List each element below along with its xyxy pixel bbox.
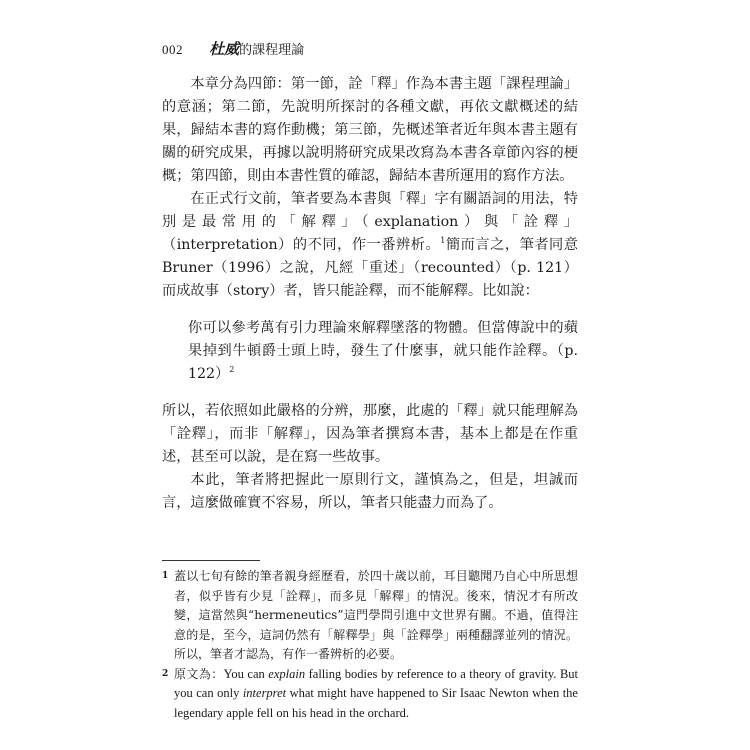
footnote-2-en-c: falling bodies by reference to a theory of gravity. But you can only xyxy=(174,666,578,700)
paragraph-1: 本章分為四節：第一節，詮「釋」作為本書主題「課程理論」的意涵；第二節，先說明所探討的各種文獻，再依文獻概述的結果，歸結本書的寫作動機；第三節，先概述筆者近年與本書主題有關的研究成果，再據以說明將研究成果改寫為本書各章節內容的梗概；第四節，則由本書性質的確認，歸結本書所運用的寫作方法。 xyxy=(162,76,578,184)
footnote-ref-1[interactable]: 1 xyxy=(440,236,446,245)
footnote-2-prefix: 原文為： xyxy=(174,666,224,681)
paragraph-2-part-b: 簡而言之，筆者同意Bruner（1996）之說，凡經「重述」（recounted）（p. 121）而成故事（story）者，皆只能詮釋，而不能解釋。比如說： xyxy=(162,237,578,299)
paragraph-4: 本此，筆者將把握此一原則行文，謹慎為之，但是，坦誠而言，這麼做確實不容易，所以，筆者只能盡力而為了。 xyxy=(162,472,578,511)
footnote-2-text xyxy=(174,665,578,724)
footnote-2-en-explain: explain xyxy=(268,666,306,681)
footnote-1-text: 蓋以七旬有餘的筆者親身經歷看，於四十歲以前，耳目聽聞乃自心中所思想者，似乎皆有少見「詮釋」，而多見「解釋」的情況。後來，情況才有所改變，這當然與“hermeneutics”這門學問引進中文世界有關。不過，值得注意的是，至今，這詞仍然有「解釋學」與「詮釋學」兩種翻譯並列的情況。所以，筆者才認為，有作一番辨析的必要。 xyxy=(174,569,578,661)
quote-text: 你可以參考萬有引力理論來解釋墜落的物體。但當傳說中的蘋果掉到牛頓爵士頭上時，發生了什麼事，就只能作詮釋。（p. 122） xyxy=(188,320,578,382)
footnote-2-en-a: You can xyxy=(223,666,269,681)
block-quote xyxy=(188,317,578,386)
footnote-2 xyxy=(162,665,578,724)
footnote-1-mark: 1 xyxy=(162,571,169,581)
page-number: 002 xyxy=(162,42,183,57)
footnote-2-en-e: what might have happened to Sir Isaac Newton when the legendary apple fell on his head in the orchard. xyxy=(174,686,578,720)
footnote-2-mark: 2 xyxy=(162,668,169,679)
paragraph-2-part-a: 在正式行文前，筆者要為本書與「釋」字有關語詞的用法，特別是最常用的「解釋」（explanation）與「詮釋」（interpretation）的不同，作一番辨析。 xyxy=(162,191,578,253)
footnote-2-en-interpret: interpret xyxy=(242,686,287,700)
footnote-1 xyxy=(162,567,578,665)
running-header-author: 杜威 xyxy=(209,40,240,58)
footnotes xyxy=(162,567,578,723)
running-header-title: 的課程理論 xyxy=(239,43,305,58)
footnote-ref-2[interactable]: 2 xyxy=(229,365,235,374)
footnote-divider xyxy=(162,560,260,561)
paragraph-3: 所以，若依照如此嚴格的分辨，那麼，此處的「釋」就只能理解為「詮釋」，而非「解釋」，因為筆者撰寫本書，基本上都是在作重述，甚至可以說，是在寫一些故事。 xyxy=(162,403,578,465)
main-text xyxy=(162,73,578,515)
running-header xyxy=(162,38,304,59)
paragraph-2 xyxy=(162,188,578,303)
